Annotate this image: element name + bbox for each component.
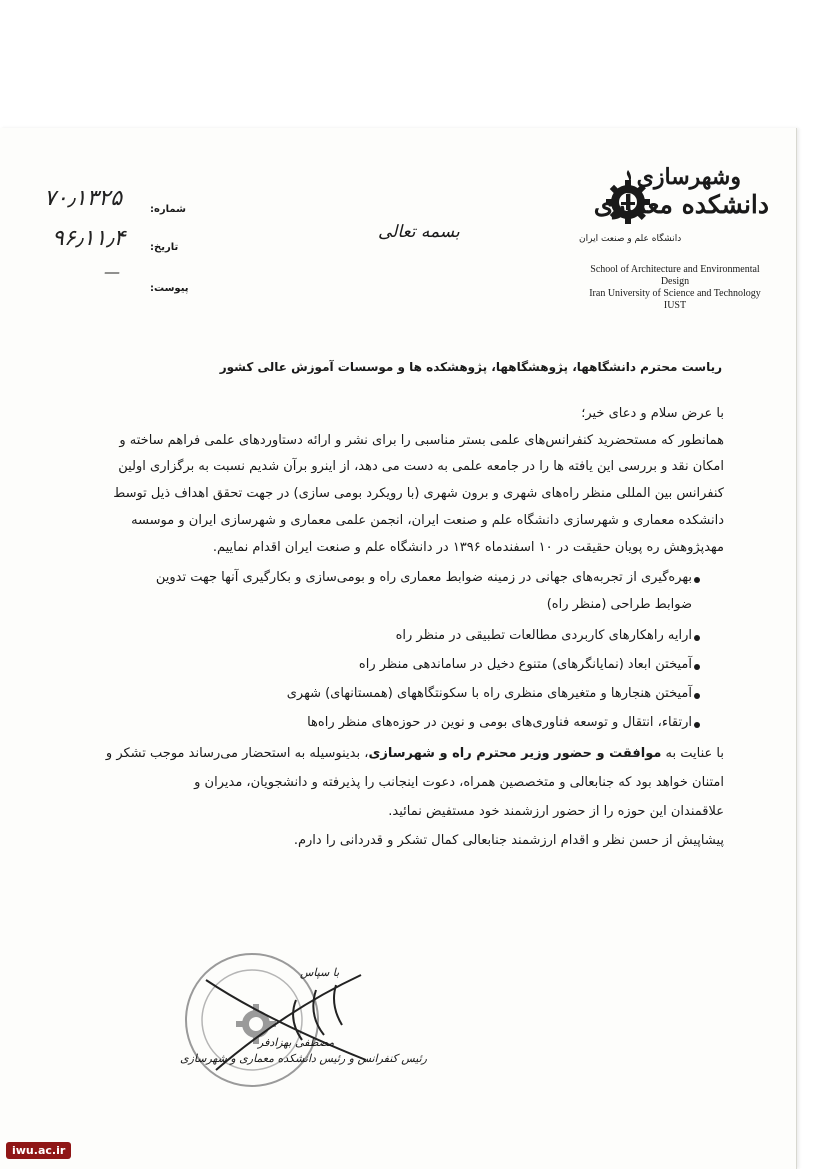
bullet-item: آمیختن ابعاد (نمایانگرهای) متنوع دخیل در ساماندهی منظر راه	[358, 657, 692, 672]
attachment-value: —	[104, 262, 121, 281]
closing-line: پیشاپیش از حسن نظر و اقدام ارزشمند جنابعالی کمال تشکر و قدردانی را دارم.	[293, 833, 724, 848]
bullet-dot	[694, 635, 700, 641]
bullet-item: بهره‌گیری از تجربه‌های جهانی در زمینه ضوابط معماری راه و بومی‌سازی و بکارگیری آنها جهت تدوین	[155, 570, 692, 585]
number-value: ۷۰٫۱۳۲۵	[44, 186, 123, 211]
date-label: تاریخ:	[150, 242, 179, 253]
signatory-title: رئیس کنفرانس و رئیس دانشکده معماری و شهرسازی	[180, 1052, 427, 1065]
number-label: شماره:	[150, 204, 186, 215]
logo-university-name: دانشگاه علم و صنعت ایران	[579, 234, 682, 244]
logo-faculty-name-line1: وشهرسازی	[636, 164, 741, 190]
bullet-dot	[694, 664, 700, 670]
paragraph-line: همانطور که مستحضرید کنفرانس‌های علمی بستر مناسبی را برای نشر و ارائه دستاوردهای علمی فراهم ساخته و	[119, 433, 724, 448]
closing-post: ، بدینوسیله به استحضار می‌رساند موجب تشکر و	[105, 746, 369, 761]
paragraph-line: امکان نقد و بررسی این یافته ها را در جامعه علمی به دست می دهد، از اینرو برآن شدیم نسبت به برگزاری اولین	[118, 459, 724, 474]
paragraph-line: مهدپژوهش ره پویان حقیقت در ۱۰ اسفندماه ۱۳۹۶ در دانشگاه علم و صنعت ایران اقدام نماییم.	[212, 540, 724, 555]
logo-english-name	[575, 264, 775, 312]
paragraph-line: کنفرانس بین المللی منظر راه‌های شهری و برون شهری (با رویکرد بومی سازی) در جهت تحقق اهداف ذیل توسط	[113, 486, 724, 501]
bullet-item: آمیختن هنجارها و متغیرهای منظری راه با سکونتگاههای (همستانهای) شهری	[286, 686, 692, 701]
closing-line	[106, 746, 724, 761]
bullet-dot	[694, 577, 700, 583]
paragraph-line: دانشکده معماری و شهرسازی دانشگاه علم و صنعت ایران، انجمن علمی معماری و شهرسازی ایران و موسسه	[131, 513, 724, 528]
official-stamp	[176, 950, 376, 1120]
logo-faculty-name-line2: دانشکده معماری	[593, 190, 769, 219]
bismillah-heading: بسمه تعالی	[378, 222, 460, 242]
closing-line: علاقمندان این حوزه را از حضور ارزشمند خود مستفیض نمائید.	[388, 804, 724, 819]
bullet-item: ارتقاء، انتقال و توسعه فناوری‌های بومی و نوین در حوزه‌های منظر راه‌ها	[307, 715, 692, 730]
letterhead-logo	[575, 160, 775, 310]
signature-salutation: با سپاس	[300, 966, 340, 979]
closing-line: امتنان خواهد بود که جنابعالی و متخصصین همراه، دعوت اینجانب را پذیرفته و دانشجویان، مدیران و	[194, 775, 724, 790]
bullet-item-continuation: ضوابط طراحی (منظر راه)	[546, 597, 692, 612]
recipient-line: ریاست محترم دانشگاهها، پژوهشگاهها، پژوهشکده ها و موسسات آموزش عالی کشور	[219, 360, 722, 374]
closing-pre: با عنایت به	[661, 746, 724, 761]
closing-bold: موافقت و حضور وزیر محترم راه و شهرسازی	[368, 746, 662, 761]
logo-english-line3: IUST	[663, 300, 687, 311]
bullet-dot	[694, 693, 700, 699]
greeting-line: با عرض سلام و دعای خیر؛	[581, 406, 724, 421]
logo-english-line1: School of Architecture and Environmental Design	[590, 264, 760, 287]
bullet-item: ارایه راهکارهای کاربردی مطالعات تطبیقی در منظر راه	[395, 628, 692, 643]
attachment-label: پیوست:	[150, 283, 189, 294]
site-watermark: iwu.ac.ir	[6, 1142, 71, 1159]
bullet-dot	[694, 722, 700, 728]
date-value: ۹۶٫۱۱٫۴	[52, 226, 126, 251]
signatory-name: مصطفی بهزادفر	[258, 1036, 335, 1049]
logo-english-line2: Iran University of Science and Technology	[589, 288, 761, 299]
